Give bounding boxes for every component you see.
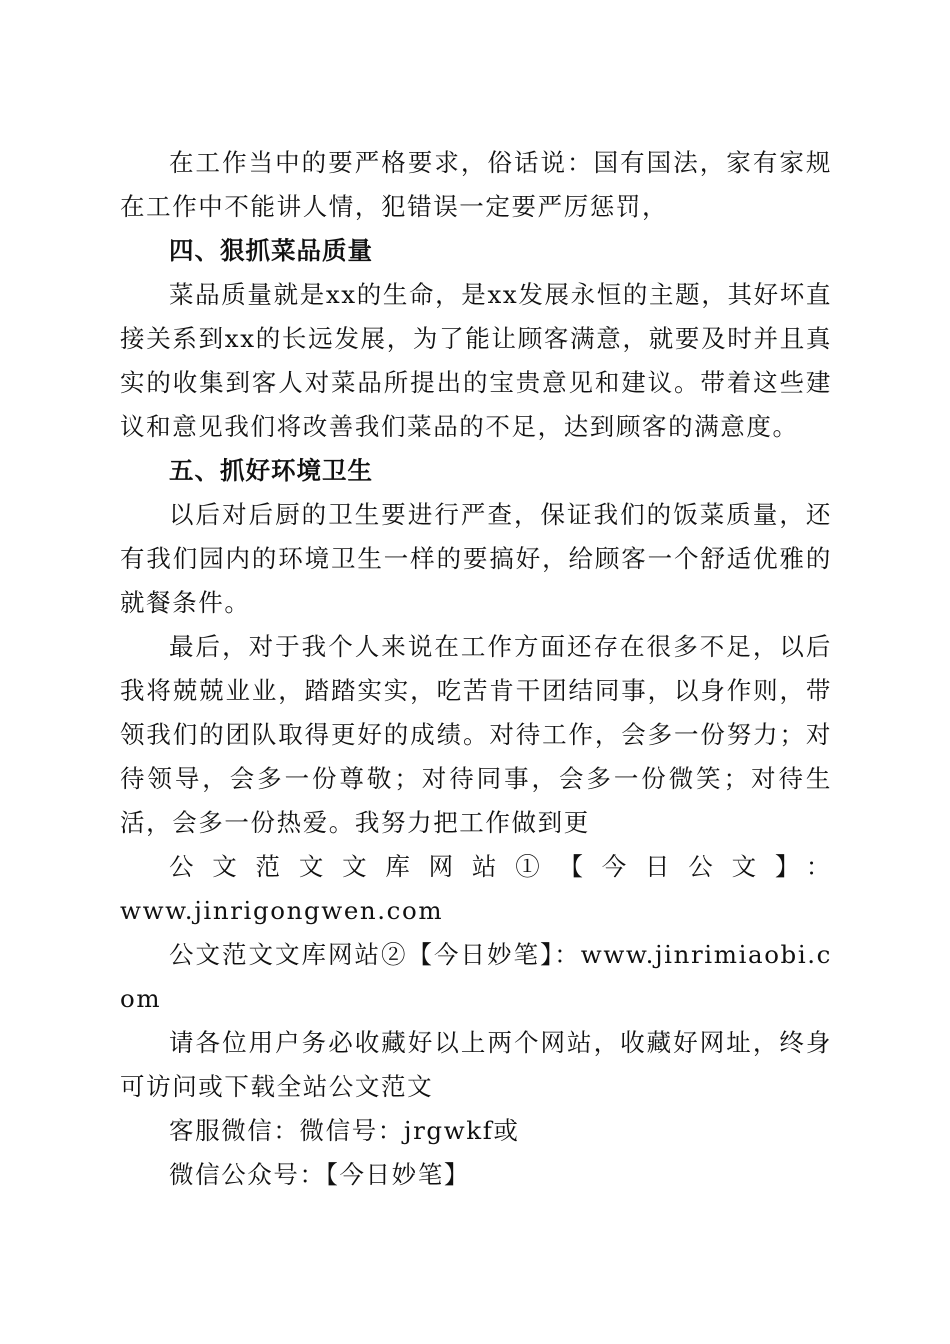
paragraph-discipline: 在工作当中的要严格要求，俗话说：国有国法，家有家规在工作中不能讲人情，犯错误一定要严厉惩罚， [120, 148, 832, 221]
paragraph-conclusion: 最后，对于我个人来说在工作方面还存在很多不足，以后我将兢兢业业，踏踏实实，吃苦肯干团结同事，以身作则，带领我们的团队取得更好的成绩。对待工作，会多一份努力；对待领导，会多一份尊敬；对待同事，会多一份微笑；对待生活，会多一份热爱。我努力把工作做到更 [120, 632, 832, 837]
site-1-url: www.jinrigongwen.com [120, 896, 444, 925]
site-1-line [120, 845, 832, 933]
paragraph-hygiene: 以后对后厨的卫生要进行严查，保证我们的饭菜质量，还有我们园内的环境卫生一样的要搞好，给顾客一个舒适优雅的就餐条件。 [120, 500, 832, 617]
section-heading-dish-quality: 四、狠抓菜品质量 [169, 236, 373, 265]
section-heading-hygiene: 五、抓好环境卫生 [169, 456, 373, 485]
document-body [120, 141, 832, 1197]
site-1-label: 公文范文文库网站①【今日公文】： [169, 852, 832, 881]
wechat-official-account: 微信公众号：【今日妙笔】 [169, 1160, 470, 1189]
bookmark-notice: 请各位用户务必收藏好以上两个网站，收藏好网址，终身可访问或下载全站公文范文 [120, 1028, 832, 1101]
customer-service-wechat: 客服微信：微信号：jrgwkf或 [169, 1116, 520, 1145]
site-2-line: 公文范文文库网站②【今日妙笔】：www.jinrimiaobi.com [120, 940, 832, 1013]
paragraph-dish-quality: 菜品质量就是xx的生命，是xx发展永恒的主题，其好坏直接关系到xx的长远发展，为了能让顾客满意，就要及时并且真实的收集到客人对菜品所提出的宝贵意见和建议。带着这些建议和意见我们将改善我们菜品的不足，达到顾客的满意度。 [120, 280, 832, 441]
